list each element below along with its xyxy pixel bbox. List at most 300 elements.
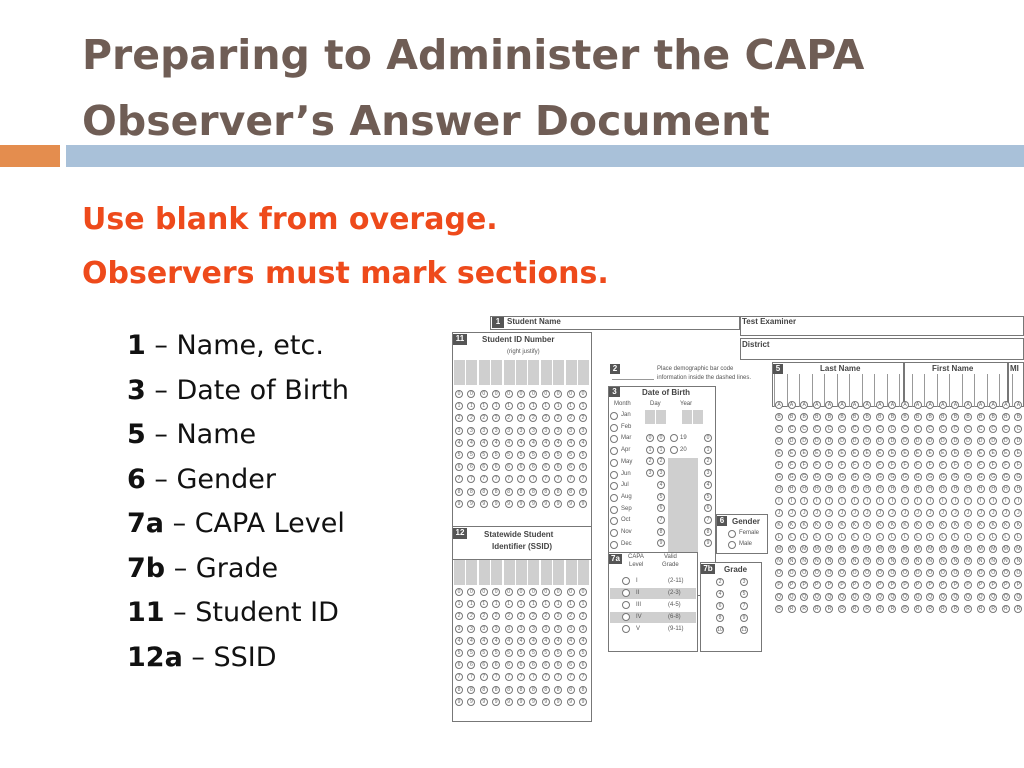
answer-bubble: 6 [716, 602, 724, 610]
answer-bubble: 2 [505, 414, 513, 422]
answer-bubble: 2 [579, 612, 587, 620]
answer-bubble: I [863, 497, 871, 505]
answer-bubble: 7 [579, 673, 587, 681]
answer-bubble: G [863, 473, 871, 481]
answer-bubble: E [813, 449, 821, 457]
answer-bubble: E [901, 449, 909, 457]
entry-cell [656, 410, 666, 424]
answer-bubble: 6 [467, 661, 475, 669]
answer-bubble: E [977, 449, 985, 457]
answer-bubble: E [989, 449, 997, 457]
answer-bubble: 9 [480, 698, 488, 706]
answer-bubble: B [800, 413, 808, 421]
answer-bubble: J [939, 509, 947, 517]
answer-bubble: N [888, 557, 896, 565]
answer-bubble: L [775, 533, 783, 541]
answer-bubble: 8 [542, 686, 550, 694]
answer-bubble: J [989, 509, 997, 517]
answer-bubble [610, 412, 618, 420]
entry-cell [645, 410, 655, 424]
answer-bubble: 5 [529, 451, 537, 459]
month-name: Jul [621, 482, 629, 489]
answer-bubble: 1 [467, 402, 475, 410]
answer-bubble: 6 [579, 661, 587, 669]
answer-bubble: A [863, 401, 871, 409]
answer-bubble: K [813, 521, 821, 529]
answer-bubble: 7 [517, 673, 525, 681]
grade-box [700, 562, 762, 652]
answer-bubble: 9 [467, 698, 475, 706]
answer-bubble: N [951, 557, 959, 565]
answer-bubble: 7 [529, 673, 537, 681]
answer-bubble: Q [876, 593, 884, 601]
answer-bubble: K [926, 521, 934, 529]
entry-cell [528, 560, 539, 585]
entry-cell [578, 360, 589, 385]
answer-bubble: 3 [492, 625, 500, 633]
answer-bubble: 4 [567, 439, 575, 447]
answer-bubble: D [951, 437, 959, 445]
answer-bubble: J [926, 509, 934, 517]
answer-bubble: L [800, 533, 808, 541]
capa-level: IV [636, 614, 642, 620]
legend-separator: – [145, 463, 177, 495]
answer-bubble: 7 [492, 673, 500, 681]
answer-bubble: R [939, 605, 947, 613]
legend-text: CAPA Level [194, 508, 345, 539]
answer-bubble: Q [775, 593, 783, 601]
answer-bubble: 2 [542, 612, 550, 620]
answer-bubble: P [1002, 581, 1010, 589]
legend-separator: – [145, 419, 177, 450]
answer-bubble: L [825, 533, 833, 541]
answer-bubble: 5 [554, 649, 562, 657]
answer-bubble: 8 [554, 686, 562, 694]
answer-bubble: H [926, 485, 934, 493]
answer-bubble [622, 601, 630, 609]
answer-bubble: 2 [529, 612, 537, 620]
legend-text: SSID [213, 641, 277, 673]
answer-bubble: P [863, 581, 871, 589]
answer-bubble: I [939, 497, 947, 505]
answer-bubble: M [852, 546, 857, 552]
answer-bubble: C [1014, 425, 1022, 433]
answer-bubble: I [851, 497, 859, 505]
answer-bubble: Q [825, 593, 833, 601]
answer-bubble: Q [901, 593, 909, 601]
answer-bubble: M [965, 546, 971, 552]
answer-bubble: L [926, 533, 934, 541]
answer-bubble: E [914, 449, 922, 457]
answer-bubble [610, 459, 618, 467]
answer-bubble: K [863, 521, 871, 529]
answer-bubble: H [876, 485, 884, 493]
answer-bubble: 9 [554, 500, 562, 508]
answer-bubble: L [914, 533, 922, 541]
capa-label-2: Level [629, 562, 644, 568]
answer-bubble: L [863, 533, 871, 541]
dob-label: Date of Birth [642, 388, 690, 397]
answer-bubble: O [914, 569, 922, 577]
answer-bubble: A [825, 401, 833, 409]
answer-bubble: N [939, 557, 947, 565]
legend-item [127, 547, 427, 592]
answer-bubble: Q [851, 593, 859, 601]
name-cell-divider [999, 374, 1000, 407]
answer-bubble: 9 [657, 539, 665, 547]
answer-bubble: P [977, 581, 985, 589]
answer-bubble: H [1014, 485, 1022, 493]
answer-bubble: F [901, 461, 909, 469]
answer-bubble: J [964, 509, 972, 517]
answer-bubble: 5 [567, 451, 575, 459]
answer-bubble: E [800, 449, 808, 457]
name-cell-divider [849, 374, 850, 407]
answer-bubble: 2 [542, 414, 550, 422]
answer-bubble: A [788, 401, 796, 409]
answer-bubble: P [813, 581, 821, 589]
answer-bubble: G [825, 473, 833, 481]
answer-bubble: 9 [529, 500, 537, 508]
answer-bubble: R [851, 605, 859, 613]
answer-bubble: 8 [529, 488, 537, 496]
answer-bubble: 3 [505, 625, 513, 633]
answer-bubble: 8 [567, 488, 575, 496]
name-cell-divider [787, 374, 788, 407]
answer-bubble: 3 [455, 625, 463, 633]
answer-bubble: 6 [704, 504, 712, 512]
answer-bubble: Q [914, 593, 922, 601]
answer-bubble: 0 [517, 390, 525, 398]
answer-bubble: J [876, 509, 884, 517]
answer-bubble: 1 [505, 600, 513, 608]
answer-bubble: 5 [579, 451, 587, 459]
answer-bubble: O [813, 569, 821, 577]
legend-text: Grade [195, 552, 279, 584]
answer-bubble: 3 [657, 469, 665, 477]
answer-bubble: C [951, 425, 959, 433]
answer-bubble: R [977, 605, 985, 613]
legend-text: Student ID [195, 597, 339, 628]
answer-bubble: 5 [505, 451, 513, 459]
answer-bubble: 4 [579, 637, 587, 645]
answer-bubble: P [788, 581, 796, 589]
answer-bubble: R [800, 605, 808, 613]
answer-bubble: 1 [467, 600, 475, 608]
legend-item [127, 502, 427, 547]
answer-bubble: 8 [505, 686, 513, 694]
capa-level: III [636, 602, 642, 608]
answer-bubble: H [901, 485, 909, 493]
answer-bubble: O [888, 569, 896, 577]
name-cell-divider [837, 374, 838, 407]
entry-cell [491, 560, 502, 585]
answer-bubble: R [989, 605, 997, 613]
student-id-note: (right justify) [507, 349, 540, 355]
legend-separator: – [164, 508, 195, 539]
answer-bubble: L [964, 533, 972, 541]
answer-bubble: 7 [480, 475, 488, 483]
answer-bubble: R [951, 605, 959, 613]
valid-grade: (6-8) [668, 614, 681, 620]
answer-bubble: 2 [567, 612, 575, 620]
answer-bubble: 8 [480, 488, 488, 496]
answer-bubble: O [901, 569, 909, 577]
answer-bubble: H [939, 485, 947, 493]
answer-bubble: B [951, 413, 959, 421]
dob-day-label: Day [650, 401, 661, 407]
answer-bubble: 4 [529, 637, 537, 645]
answer-bubble: H [977, 485, 985, 493]
answer-bubble: B [1002, 413, 1010, 421]
answer-bubble: 9 [740, 614, 748, 622]
answer-bubble: H [914, 485, 922, 493]
answer-bubble: 3 [646, 469, 654, 477]
answer-bubble: 1 [480, 600, 488, 608]
answer-bubble: 0 [505, 390, 513, 398]
answer-bubble: 1 [455, 402, 463, 410]
answer-bubble: 9 [455, 500, 463, 508]
answer-bubble: B [1014, 413, 1022, 421]
answer-bubble [610, 494, 618, 502]
section-number: 3 [609, 387, 620, 397]
answer-bubble: A [888, 401, 896, 409]
answer-bubble: J [977, 509, 985, 517]
answer-bubble [728, 530, 736, 538]
answer-bubble: J [775, 509, 783, 517]
answer-bubble: 3 [467, 427, 475, 435]
ssid-label-line-2: Identifier (SSID) [492, 542, 553, 551]
answer-bubble: 8 [554, 488, 562, 496]
answer-bubble: K [838, 521, 846, 529]
answer-bubble: M [839, 546, 845, 552]
legend-key: 12a [127, 641, 183, 673]
answer-bubble: 7 [505, 673, 513, 681]
answer-bubble: G [888, 473, 896, 481]
answer-bubble: L [838, 533, 846, 541]
answer-bubble: I [914, 497, 922, 505]
answer-bubble: K [825, 521, 833, 529]
answer-bubble: O [939, 569, 947, 577]
answer-bubble: P [800, 581, 808, 589]
name-cell-divider [812, 374, 813, 407]
legend-item [127, 591, 427, 636]
capa-label-1: CAPA [628, 554, 644, 560]
answer-bubble: M [827, 546, 832, 552]
answer-bubble: 1 [646, 446, 654, 454]
answer-bubble: F [863, 461, 871, 469]
answer-bubble: R [775, 605, 783, 613]
valid-grade: (2-3) [668, 590, 681, 596]
answer-bubble: 5 [542, 451, 550, 459]
answer-bubble: A [951, 401, 959, 409]
answer-bubble: 6 [529, 661, 537, 669]
gender-label: Gender [732, 517, 761, 526]
answer-bubble: M [802, 546, 807, 552]
answer-bubble: F [888, 461, 896, 469]
answer-bubble: P [1014, 581, 1022, 589]
answer-bubble: 4 [554, 439, 562, 447]
answer-bubble: 2 [455, 612, 463, 620]
legend-separator: – [164, 597, 196, 628]
answer-bubble: F [914, 461, 922, 469]
entry-cell [516, 560, 527, 585]
answer-bubble: L [1002, 533, 1010, 541]
answer-bubble: 5 [505, 649, 513, 657]
answer-bubble: 2 [480, 612, 488, 620]
answer-bubble: B [964, 413, 972, 421]
answer-bubble: P [838, 581, 846, 589]
answer-bubble: 8 [467, 686, 475, 694]
answer-bubble: 5 [542, 649, 550, 657]
answer-bubble: 1 [542, 402, 550, 410]
answer-bubble: 5 [467, 451, 475, 459]
month-name: Oct [621, 517, 631, 524]
answer-bubble: 3 [554, 427, 562, 435]
answer-bubble: I [876, 497, 884, 505]
answer-bubble: D [851, 437, 859, 445]
answer-bubble: 4 [492, 439, 500, 447]
answer-bubble: 5 [657, 493, 665, 501]
answer-bubble: C [939, 425, 947, 433]
answer-bubble: 6 [542, 661, 550, 669]
answer-bubble: 5 [529, 649, 537, 657]
answer-bubble: 2 [492, 414, 500, 422]
answer-bubble: 9 [579, 698, 587, 706]
answer-bubble: F [851, 461, 859, 469]
answer-bubble: F [939, 461, 947, 469]
answer-bubble: D [788, 437, 796, 445]
answer-bubble: C [851, 425, 859, 433]
answer-bubble: P [939, 581, 947, 589]
answer-bubble: 0 [579, 588, 587, 596]
answer-bubble: 4 [542, 637, 550, 645]
answer-bubble: 0 [704, 434, 712, 442]
answer-bubble: G [775, 473, 783, 481]
valid-grade-1: Valid [664, 554, 677, 560]
answer-bubble: 8 [467, 488, 475, 496]
answer-bubble: O [800, 569, 808, 577]
answer-bubble: A [775, 401, 783, 409]
answer-bubble: P [914, 581, 922, 589]
answer-bubble: R [825, 605, 833, 613]
answer-bubble: E [876, 449, 884, 457]
mi-label: MI [1010, 364, 1019, 373]
answer-bubble: O [775, 569, 783, 577]
answer-bubble: J [951, 509, 959, 517]
answer-bubble: D [825, 437, 833, 445]
capa-level: I [636, 578, 638, 584]
answer-bubble: 7 [492, 475, 500, 483]
answer-bubble: D [775, 437, 783, 445]
answer-bubble: 4 [467, 439, 475, 447]
entry-cell [504, 360, 515, 385]
answer-bubble: 6 [567, 463, 575, 471]
name-cell-divider [987, 374, 988, 407]
answer-bubble: 0 [529, 588, 537, 596]
answer-bubble: 6 [492, 661, 500, 669]
month-name: Apr [621, 447, 631, 454]
entry-cell [541, 560, 552, 585]
answer-bubble: 5 [480, 649, 488, 657]
legend-item [127, 324, 427, 369]
answer-bubble: D [876, 437, 884, 445]
answer-bubble: D [964, 437, 972, 445]
answer-bubble: 3 [529, 427, 537, 435]
answer-bubble: E [863, 449, 871, 457]
answer-bubble: 0 [554, 588, 562, 596]
answer-bubble: 0 [579, 390, 587, 398]
answer-bubble: 3 [467, 625, 475, 633]
answer-bubble [728, 541, 736, 549]
section-number: 2 [610, 364, 620, 374]
answer-bubble: R [863, 605, 871, 613]
answer-bubble: G [1002, 473, 1010, 481]
legend-key: 1 [127, 330, 146, 361]
entry-cell [566, 360, 577, 385]
answer-bubble: 1 [554, 402, 562, 410]
answer-bubble: I [901, 497, 909, 505]
answer-bubble: 1 [517, 600, 525, 608]
legend-key: 7a [127, 508, 165, 539]
answer-bubble: A [851, 401, 859, 409]
answer-bubble: O [876, 569, 884, 577]
answer-bubble: 0 [554, 390, 562, 398]
answer-bubble: 8 [455, 488, 463, 496]
month-name: Sep [621, 505, 632, 512]
valid-grade: (4-5) [668, 602, 681, 608]
entry-cell [466, 560, 477, 585]
answer-bubble: 4 [467, 637, 475, 645]
dob-year-label: Year [680, 401, 693, 407]
legend-text: Date of Birth [176, 374, 350, 406]
answer-bubble: N [863, 557, 871, 565]
answer-bubble: 6 [480, 661, 488, 669]
answer-bubble: 2 [579, 414, 587, 422]
answer-bubble: 0 [467, 588, 475, 596]
answer-bubble: 3 [579, 625, 587, 633]
entry-cell [693, 410, 703, 424]
last-name-label: Last Name [820, 364, 861, 373]
answer-bubble: 4 [716, 590, 724, 598]
answer-bubble: R [876, 605, 884, 613]
name-cell-divider [974, 374, 975, 407]
answer-bubble: 8 [704, 528, 712, 536]
name-cell-divider [899, 374, 900, 407]
answer-bubble: M [1003, 546, 1008, 552]
test-examiner-label: Test Examiner [742, 317, 797, 326]
answer-bubble: 1 [492, 600, 500, 608]
answer-bubble [610, 541, 618, 549]
answer-bubble: Q [788, 593, 796, 601]
answer-bubble: 8 [505, 488, 513, 496]
answer-bubble: H [775, 485, 783, 493]
entry-cell [454, 560, 465, 585]
capa-level: V [636, 626, 641, 632]
answer-bubble: F [838, 461, 846, 469]
answer-bubble: B [838, 413, 846, 421]
answer-bubble: G [851, 473, 859, 481]
month-name: Feb [621, 423, 632, 430]
answer-bubble: 0 [480, 390, 488, 398]
answer-bubble: J [825, 509, 833, 517]
answer-bubble: 8 [492, 686, 500, 694]
answer-bubble [610, 506, 618, 514]
answer-bubble: 6 [657, 504, 665, 512]
answer-bubble: I [1002, 497, 1010, 505]
answer-bubble: C [813, 425, 821, 433]
answer-bubble: 7 [505, 475, 513, 483]
